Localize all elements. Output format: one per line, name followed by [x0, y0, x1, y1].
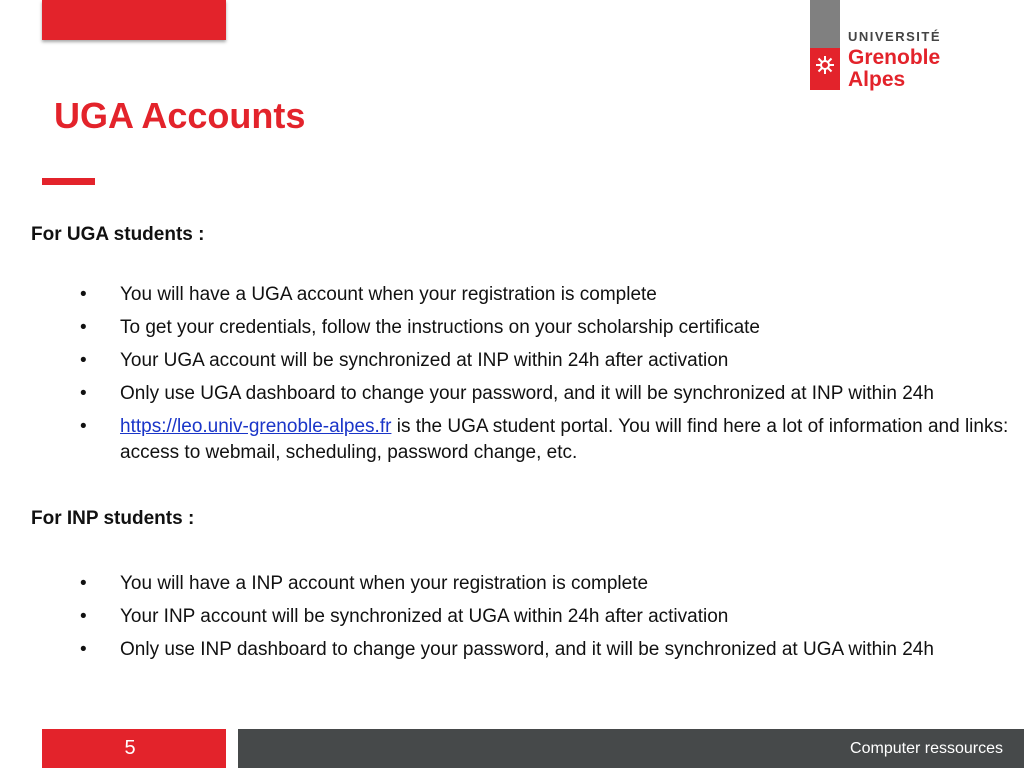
- footer-bar: [238, 729, 1024, 768]
- page-number: 5: [124, 737, 136, 759]
- page-title: UGA Accounts: [54, 95, 306, 136]
- bullet-icon: •: [80, 416, 87, 437]
- page-number-box: [42, 729, 226, 768]
- university-logo-icon: [810, 48, 840, 90]
- title-underline: [42, 178, 95, 185]
- bullet-icon: •: [80, 606, 87, 627]
- list-item: [80, 637, 1020, 663]
- bullet-icon: •: [80, 383, 87, 404]
- inp-bullet-list: [80, 571, 1020, 670]
- bullet-icon: •: [80, 573, 87, 594]
- top-accent-tab: [42, 0, 226, 40]
- list-item-text: Only use INP dashboard to change your password, and it will be synchronized at UGA within 24h: [120, 639, 934, 660]
- university-logo: [848, 30, 1008, 90]
- list-item-portal: [80, 414, 1020, 466]
- list-item-text: To get your credentials, follow the instructions on your scholarship certificate: [120, 317, 760, 338]
- section-heading-inp: For INP students :: [31, 508, 195, 529]
- list-item-text: Only use UGA dashboard to change your password, and it will be synchronized at INP within 24h: [120, 383, 934, 404]
- list-item: [80, 604, 1020, 630]
- bullet-icon: •: [80, 350, 87, 371]
- logo-line-alpes: Alpes: [848, 68, 906, 91]
- bullet-icon: •: [80, 639, 87, 660]
- logo-line-grenoble: Grenoble: [848, 46, 941, 69]
- bullet-icon: •: [80, 284, 87, 305]
- bullet-icon: •: [80, 317, 87, 338]
- portal-link[interactable]: https://leo.univ-grenoble-alpes.fr: [120, 416, 392, 437]
- section-heading-uga: For UGA students :: [31, 224, 205, 245]
- uga-bullet-list: [80, 282, 1020, 473]
- list-item-text: You will have a INP account when your registration is complete: [120, 573, 649, 594]
- list-item: [80, 315, 1020, 341]
- list-item-text: Your UGA account will be synchronized at INP within 24h after activation: [120, 350, 729, 371]
- logo-gray-bar: [810, 0, 840, 48]
- list-item: [80, 282, 1020, 308]
- logo-line-universite: UNIVERSITÉ: [848, 29, 942, 44]
- footer-section-label: Computer ressources: [850, 739, 1003, 757]
- list-item: [80, 348, 1020, 374]
- list-item: [80, 571, 1020, 597]
- portal-description: is the UGA student portal. You will find here a lot of information and links: access to webmail, scheduling, password change, etc.: [120, 416, 1009, 463]
- list-item-text: You will have a UGA account when your registration is complete: [120, 284, 657, 305]
- list-item: [80, 381, 1020, 407]
- list-item-text: Your INP account will be synchronized at UGA within 24h after activation: [120, 606, 729, 627]
